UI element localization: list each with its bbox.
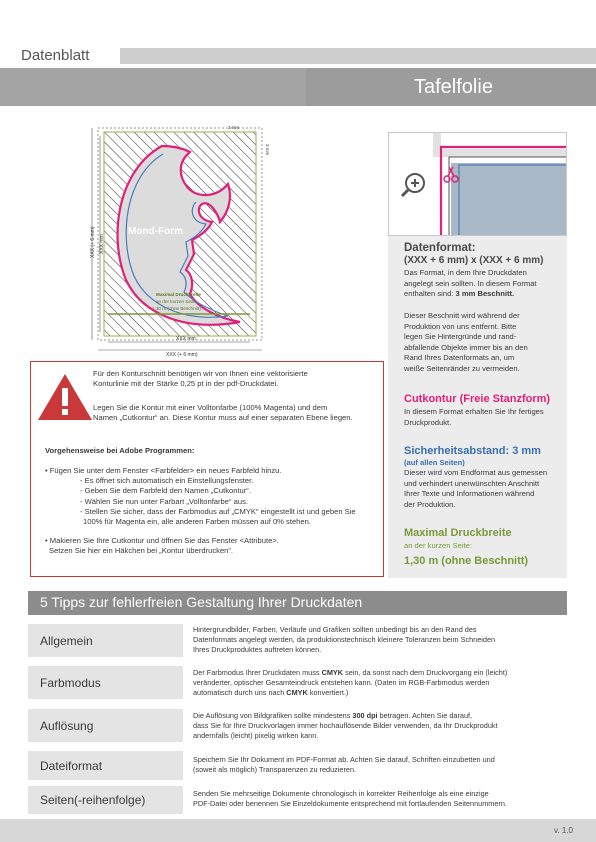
warning-p2: Legen Sie die Kontur mit einer Volltonfarbe (100% Magenta) und dem Namen „Cutkontur“ an. Diese Kontur muss auf einer separaten Ebene liegen. bbox=[93, 403, 353, 423]
cut-text: In diesem Format erhalten Sie Ihr fertiges Druckprodukt. bbox=[404, 407, 544, 427]
datenblatt-label: Datenblatt bbox=[21, 47, 90, 64]
tip-label-dateiformat: Dateiformat bbox=[28, 751, 183, 780]
warning-heading: Vorgehensweise bei Adobe Programmen: bbox=[45, 446, 195, 455]
zoom-in-icon bbox=[402, 174, 424, 196]
format-text: Das Format, in dem Ihre Druckdaten angelegt sein sollten. In diesem Format enthalten sind: 3 mm Beschnitt. bbox=[404, 268, 537, 299]
format-diagram bbox=[90, 118, 280, 358]
footer-bar bbox=[0, 819, 596, 842]
trim-text: Dieser Beschnitt wird während der Produktion von uns entfernt. Bitte legen Sie Hintergründe und rand- abfallende Objekte immer bis an den Rand Ihres Datenformats an, um weiße Seitenränder zu vermeiden. bbox=[404, 311, 528, 373]
max-title: Maximal Druckbreite bbox=[404, 527, 512, 539]
tip-label-allgemein: Allgemein bbox=[28, 624, 183, 657]
max-width-label-3: 1,30 m (ohne Beschnitt) bbox=[152, 306, 201, 311]
page-title: Tafelfolie bbox=[414, 75, 493, 98]
version-label: v. 1.0 bbox=[554, 826, 573, 835]
warning-steps: • Fügen Sie unter dem Fenster <Farbfelder> ein neues Farbfeld hinzu. - Es öffnet sich automatisch ein Einstellungsfenster. - Geben Sie dem Farbfeld den Namen „Cutkontur“. - Wählen Sie nun unter Farbart „Volltonfarbe“ aus. - Stellen Sie sicher, dass der Farbmodus auf „CMYK“ eingestellt ist und geben Sie 100% für Magenta ein, alle anderen Farben müssen auf 0% stehen. • Makieren Sie Ihre Cutkontur und öffnen Sie das Fenster <Attribute>. Setzen Sie hier ein Häkchen bei „Kontur überdrucken“. bbox=[45, 466, 356, 556]
tip-label-aufloesung: Auflösung bbox=[28, 709, 183, 742]
tip-label-seiten: Seiten(-reihenfolge) bbox=[28, 786, 183, 814]
safe-title: Sicherheitsabstand: 3 mm bbox=[404, 445, 541, 457]
dim-right-label: 3 mm bbox=[265, 144, 270, 156]
safe-text: Dieser wird vom Endformat aus gemessen und verhindert unerwünschten Anschnitt Ihrer Texte und Informationen während der Produktion. bbox=[404, 468, 548, 509]
tip-text-dateiformat: Speichern Sie Ihr Dokument im PDF-Format ab. Achten Sie darauf, Schriften einzubetten und (soweit als möglich) Transparenzen zu reduzieren. bbox=[193, 755, 495, 774]
dim-left-outer-label: XXX (+ 6 mm) bbox=[90, 226, 96, 258]
cut-title: Cutkontur (Freie Stanzform) bbox=[404, 393, 551, 405]
dim-left-inner-label: XXX mm bbox=[99, 234, 105, 254]
max-width-label-2: an der kurzen Seite: bbox=[156, 299, 198, 304]
tip-text-aufloesung: Die Auflösung von Bildgrafiken sollte mindestens 300 dpi betragen. Achten Sie darauf, dass Sie für Ihre Druckvorlagen immer hochauflösende Bilder verwenden, da Ihr Druckprodukt andernfalls (leicht) pixelig wirken kann. bbox=[193, 711, 498, 740]
max-sub: an der kurzen Seite: bbox=[404, 541, 472, 550]
max-value: 1,30 m (ohne Beschnitt) bbox=[404, 555, 529, 567]
dim-top-label: 3 mm bbox=[228, 125, 240, 130]
title-bar-left bbox=[0, 68, 306, 106]
format-title: Datenformat: bbox=[404, 242, 476, 254]
tip-text-allgemein: Hintergrundbilder, Farben, Verläufe und Grafiken sollten unbedingt bis an den Rand des Datenformats angelegt werden, da produktionstechnisch kleinere Toleranzen beim Schneiden Ihres Druckproduktes auftreten können. bbox=[193, 625, 496, 654]
tips-title: 5 Tipps zur fehlerfreien Gestaltung Ihrer Druckdaten bbox=[40, 594, 363, 610]
tip-text-farbmodus: Der Farbmodus Ihrer Druckdaten muss CMYK sein, da sonst nach dem Druckvorgang ein (leicht) veränderter, optischer Gesamteindruck entstehen kann. (Daten im RGB-Farbmodus werden automatisch durch uns nach CMYK konvertiert.) bbox=[193, 668, 508, 697]
detail-preview bbox=[388, 132, 567, 236]
warning-p1: Für den Konturschnitt benötigen wir von Ihnen eine vektorisierte Konturlinie mit der Stärke 0,25 pt in der pdf-Druckdatei. bbox=[93, 369, 308, 389]
dim-bottom-inner-label: XXX mm bbox=[176, 336, 196, 342]
shape-label: Mond-Form bbox=[128, 226, 183, 237]
tip-text-seiten: Senden Sie mehrseitige Dokumente chronologisch in korrekter Reihenfolge als eine einzige PDF-Datei oder benennen Sie Einzeldokumente entsprechend mit fortlaufenden Seitennummern. bbox=[193, 789, 507, 808]
tip-label-farbmodus: Farbmodus bbox=[28, 666, 183, 699]
warning-icon bbox=[36, 372, 94, 422]
max-width-label-1: Maximal Druckbreite bbox=[156, 292, 201, 297]
dim-bottom-outer-label: XXX (+ 6 mm) bbox=[166, 352, 198, 358]
format-value: (XXX + 6 mm) x (XXX + 6 mm) bbox=[404, 255, 544, 266]
safe-sub: (auf allen Seiten) bbox=[404, 458, 465, 467]
